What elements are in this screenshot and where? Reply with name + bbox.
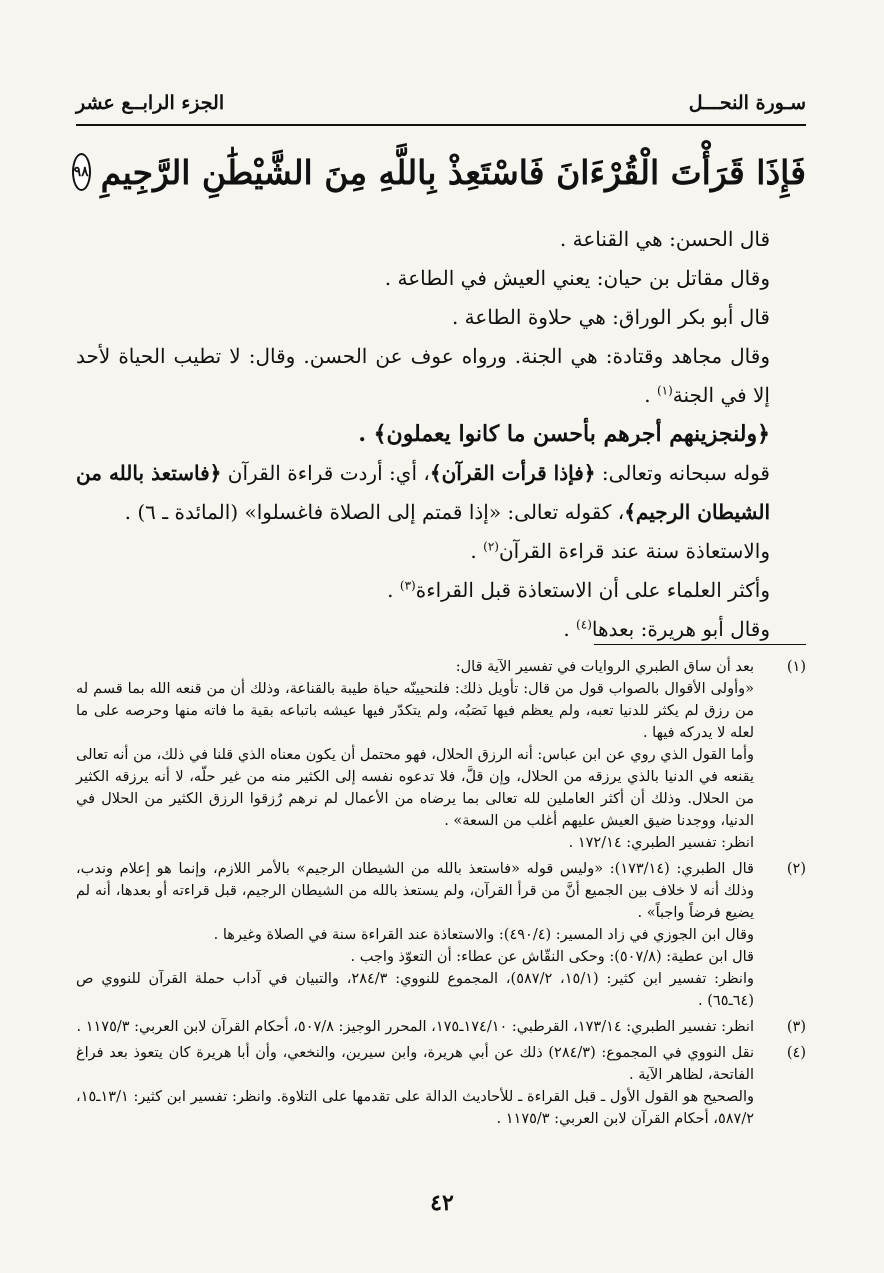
ayah-number-icon [72, 153, 91, 191]
paragraph-text: وأكثر العلماء على أن الاستعاذة قبل القراءة [415, 578, 770, 602]
footnote-line: والصحيح هو القول الأول ـ قبل القراءة ـ للأحاديث الدالة على تقدمها على التلاوة. وانظر: تفسير ابن كثير: ١٣/١ـ١٥، ٥٨٧/٢، أحكام القرآن لابن العربي: ١١٧٥/٣ . [76, 1089, 754, 1127]
verse-quote: ﴿فاستعذ بالله من الشيطان الرجيم﴾ [76, 461, 770, 524]
paragraph [76, 532, 806, 571]
paragraph [76, 454, 806, 532]
part-title: الجزء الرابــع عشر [76, 92, 225, 114]
verse-quote: ﴿فإذا قرأت القرآن﴾ [429, 461, 596, 485]
paragraph-text: وقال أبو هريرة: بعدها [591, 617, 770, 641]
footnote-line: انظر: تفسير الطبري: ١٧٣/١٤، القرطبي: ١٧٤/١٠ـ١٧٥، المحرر الوجيز: ٥٠٧/٨، أحكام القرآن لابن العربي: ١١٧٥/٣ . [76, 1019, 754, 1035]
footnote [76, 1042, 806, 1130]
footnote-line: «وأولى الأقوال بالصواب قول من قال: تأويل ذلك: فلنحيينّه حياة طيبة بالقناعة، وذلك أن من قنعه الله بما قسم له من رزق لم يكثر للدنيا تعبه، ولم يعظم فيها نَصَبُه، ولم يتكدّر فيها عيشه باتباعه بقية ما فاته منها وحرصه على ما لعله لا يدركه فيها . [76, 681, 754, 741]
footnote-line: وقال ابن الجوزي في زاد المسير: (٤٩٠/٤): والاستعاذة عند القراءة سنة في الصلاة وغيرها . [213, 927, 754, 943]
paragraph-text: قوله سبحانه وتعالى: [595, 461, 770, 485]
footnote-body [76, 1016, 754, 1038]
verse-text: فَإِذَا قَرَأْتَ الْقُرْءَانَ فَاسْتَعِذْ بِاللَّهِ مِنَ الشَّيْطَٰنِ الرَّجِيمِ [100, 152, 806, 192]
paragraph-text: ، كقوله تعالى: «إذا قمتم إلى الصلاة فاغسلوا» (المائدة ـ ٦) . [124, 500, 625, 524]
header-rule [76, 124, 806, 126]
paragraph [76, 571, 806, 610]
footnote-rule [594, 644, 806, 645]
footnote-line: قال الطبري: (١٧٣/١٤): «وليس قوله «فاستعذ بالله من الشيطان الرجيم» بالأمر اللازم، وإنما هو إعلام وندب، وذلك أنه لا خلاف بين الجميع أنَّ من قرأ القرآن، ولم يستعذ بالله من الشيطان الرجيم، قبل قراءته أو بعدها، أنه لم يضيع فرضاً واجباً» . [76, 861, 754, 921]
quran-verse [73, 140, 806, 204]
main-text [76, 220, 806, 649]
paragraph: وقال مقاتل بن حيان: يعني العيش في الطاعة . [384, 266, 770, 290]
footnote [76, 656, 806, 854]
footnote-number: (١) [786, 659, 806, 675]
footnote-ref: (٤) [576, 617, 592, 632]
paragraph-text: وقال مجاهد وقتادة: هي الجنة. ورواه عوف عن الحسن. وقال: لا تطيب الحياة لأحد إلا في الجنة [76, 344, 770, 407]
footnote-ref: (١) [656, 383, 673, 398]
footnote-number: (٣) [786, 1019, 806, 1035]
paragraph-end: . [644, 383, 657, 407]
footnote [76, 858, 806, 1012]
paragraph: قال الحسن: هي القناعة . [559, 227, 770, 251]
footnote-line: وأما القول الذي روي عن ابن عباس: أنه الرزق الحلال، فهو محتمل أن يكون معناه الذي قلنا في ذلك، من أنه تعالى يقنعه في الدنيا بالذي يرزقه من الحلال، وإن قلَّ، فلا تدعوه نفسه إلى الكثير منه من غير حلّه، لا أنه يرزقه الكثير من الحلال. وذلك أن أكثر العاملين لله تعالى بما يرضاه من الأعمال لم نرهم رُزقوا الرزق الكثير من الحلال في الدنيا، ووجدنا ضيق العيش عليهم أغلب من السعة» . [76, 747, 754, 829]
paragraph [76, 337, 806, 415]
paragraph-end: . [563, 617, 577, 641]
footnote-line: قال ابن عطية: (٥٠٧/٨): وحكى النقّاش عن عطاء: أن التعوّذ واجب . [350, 949, 754, 965]
footnote [76, 1016, 806, 1038]
footnote-line: بعد أن ساق الطبري الروايات في تفسير الآية قال: [455, 659, 754, 675]
footnote-ref: (٣) [399, 578, 416, 593]
footnote-body [76, 1042, 754, 1130]
footnote-ref: (٢) [483, 539, 499, 554]
footnote-number: (٢) [786, 861, 806, 877]
page-number: ٤٢ [430, 1190, 454, 1216]
paragraph-end: . [470, 539, 484, 563]
footnote-number: (٤) [786, 1045, 806, 1061]
paragraph-text: ، أي: أردت قراءة القرآن [221, 461, 430, 485]
paragraph-text: والاستعاذة سنة عند قراءة القرآن [498, 539, 770, 563]
footnote-body [76, 858, 754, 1012]
footnote-line: وانظر: تفسير ابن كثير: (١٥/١، ٥٨٧/٢)، المجموع للنووي: ٢٨٤/٣، والتبيان في آداب حملة القرآن للنووي ص (٦٤ـ٦٥) . [76, 971, 755, 1009]
surah-title: سـورة النحـــل [688, 92, 806, 114]
footnote-line: انظر: تفسير الطبري: ١٧٢/١٤ . [568, 835, 754, 851]
footnote-line: نقل النووي في المجموع: (٢٨٤/٣) ذلك عن أبي هريرة، وابن سيرين، والنخعي، وأن أبا هريرة كان يتعوذ بعد فراغ الفاتحة، لظاهر الآية . [76, 1045, 754, 1083]
verse-quote: ﴿ولنجزينهم أجرهم بأحسن ما كانوا يعملون﴾ . [358, 421, 770, 447]
paragraph-end: . [387, 578, 400, 602]
running-header [76, 88, 806, 118]
ayah-number: ٩٨ [73, 164, 89, 180]
paragraph: قال أبو بكر الوراق: هي حلاوة الطاعة . [451, 305, 770, 329]
footnotes [76, 656, 806, 1130]
footnote-body [76, 656, 754, 854]
